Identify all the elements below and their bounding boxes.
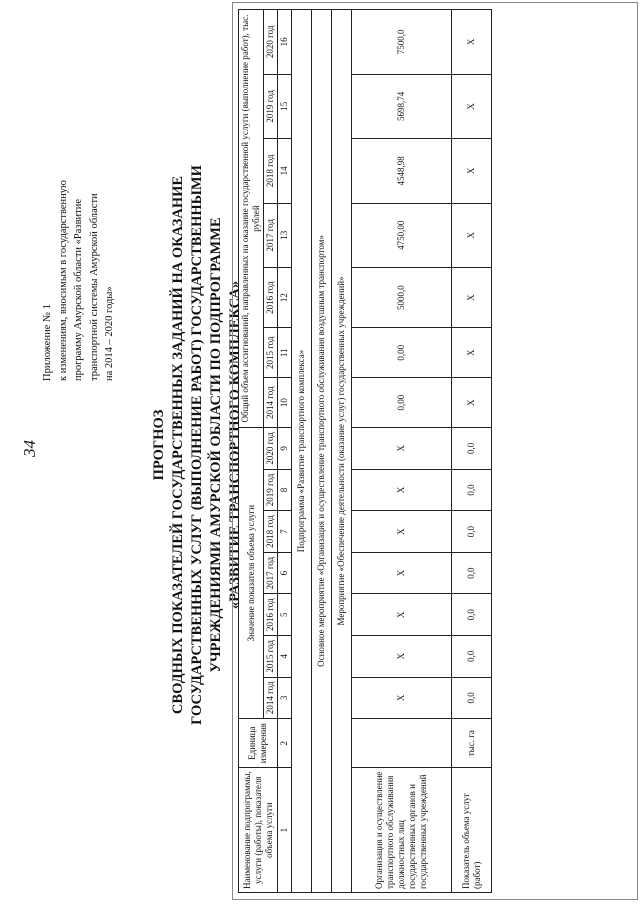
column-number: 13 — [278, 203, 292, 267]
spend-value: X — [452, 328, 492, 378]
column-number: 1 — [278, 768, 292, 893]
header-indicator-group: Значение показателя объема услуги — [239, 428, 264, 719]
heading-line: СВОДНЫХ ПОКАЗАТЕЛЕЙ ГОСУДАРСТВЕННЫХ ЗАДАНИЙ НА ОКАЗАНИЕ — [170, 175, 186, 715]
heading-line: ГОСУДАРСТВЕННЫХ УСЛУГ (ВЫПОЛНЕНИЕ РАБОТ) ГОСУДАРСТВЕННЫМИ — [189, 165, 205, 725]
indicator-value: 0,0 — [452, 428, 492, 470]
column-number: 3 — [278, 677, 292, 719]
indicator-value: X — [352, 677, 452, 719]
indicator-value: 0,0 — [452, 677, 492, 719]
forecast-table-wrapper — [238, 9, 492, 893]
heading-line: УЧРЕЖДЕНИЯМИ АМУРСКОЙ ОБЛАСТИ ПО ПОДПРОГРАММЕ — [208, 217, 224, 673]
header-name: Наименование подпрограммы, услуги (работы), показателя объема услуги — [239, 768, 278, 893]
event-title: Мероприятие «Обеспечение деятельности (оказание услуг) государственных учреждений» — [332, 10, 352, 893]
spend-value: X — [452, 378, 492, 428]
appendix-note — [40, 91, 118, 381]
spend-value: 0,00 — [352, 328, 452, 378]
row-unit — [352, 719, 452, 768]
spend-value: X — [452, 268, 492, 328]
heading-line: «РАЗВИТИЕ ТРАНСПОРТНОГО КОМПЛЕКСА» — [227, 280, 243, 610]
column-number: 7 — [278, 511, 292, 553]
appendix-line: транспортной системы Амурской области — [88, 193, 100, 381]
row-name: Организация и осуществление транспортного обслуживания должностных лиц государственных органов и государственных учреждений — [352, 768, 452, 893]
year-header: 2015 год — [264, 328, 278, 378]
year-header: 2018 год — [264, 139, 278, 203]
heading-line: ПРОГНОЗ — [151, 409, 167, 481]
column-number: 9 — [278, 428, 292, 470]
column-number: 10 — [278, 378, 292, 428]
row-unit: тыс. га — [452, 719, 492, 768]
column-number: 15 — [278, 74, 292, 138]
spend-value: 4750,00 — [352, 203, 452, 267]
year-header: 2019 год — [264, 74, 278, 138]
page-number: 34 — [20, 440, 39, 457]
column-number: 2 — [278, 719, 292, 768]
column-number: 12 — [278, 268, 292, 328]
indicator-value: 0,0 — [452, 552, 492, 594]
column-number: 6 — [278, 552, 292, 594]
header-unit: Единица измерения — [239, 719, 278, 768]
forecast-table — [238, 9, 492, 893]
header-spend-group: Общий объем ассигнований, направленных на оказание государственной услуги (выполнение работ), тыс. рублей — [239, 10, 264, 428]
spend-value: X — [452, 139, 492, 203]
year-header: 2017 год — [264, 203, 278, 267]
header-row — [239, 10, 264, 893]
appendix-line: Приложение № 1 — [42, 304, 53, 381]
table-row — [452, 10, 492, 893]
column-number: 16 — [278, 10, 292, 75]
event-row — [332, 10, 352, 893]
appendix-line: к изменениям, вносимым в государственную — [57, 180, 69, 381]
column-number: 11 — [278, 328, 292, 378]
year-header: 2019 год — [264, 469, 278, 511]
column-number: 14 — [278, 139, 292, 203]
spend-value: 4548,98 — [352, 139, 452, 203]
main-event-row — [312, 10, 332, 893]
spend-value: X — [452, 203, 492, 267]
main-event-title: Основное мероприятие «Организация и осуществление транспортного обслуживания воздушным транспортом» — [312, 10, 332, 893]
appendix-line: программу Амурской области «Развитие — [73, 198, 84, 381]
spend-value: 5000,0 — [352, 268, 452, 328]
year-header: 2014 год — [264, 677, 278, 719]
indicator-value: 0,0 — [452, 594, 492, 636]
indicator-value: 0,0 — [452, 636, 492, 678]
appendix-line: на 2014 – 2020 годы» — [104, 286, 115, 381]
table-row — [352, 10, 452, 893]
column-number: 5 — [278, 594, 292, 636]
indicator-value: X — [352, 594, 452, 636]
year-header: 2017 год — [264, 552, 278, 594]
indicator-value: X — [352, 428, 452, 470]
column-number-row — [278, 10, 292, 893]
spend-value: X — [452, 10, 492, 75]
spend-value: 0,00 — [352, 378, 452, 428]
year-header: 2015 год — [264, 636, 278, 678]
indicator-value: X — [352, 469, 452, 511]
indicator-value: X — [352, 511, 452, 553]
spend-value: X — [452, 74, 492, 138]
column-number: 4 — [278, 636, 292, 678]
year-header: 2014 год — [264, 378, 278, 428]
year-header: 2020 год — [264, 10, 278, 75]
year-header: 2016 год — [264, 268, 278, 328]
spend-value: 5698,74 — [352, 74, 452, 138]
indicator-value: X — [352, 552, 452, 594]
subprogram-title: Подпрограмма «Развитие транспортного комплекса» — [292, 10, 312, 893]
subprogram-row — [292, 10, 312, 893]
indicator-value: X — [352, 636, 452, 678]
year-header: 2020 год — [264, 428, 278, 470]
year-header: 2018 год — [264, 511, 278, 553]
indicator-value: 0,0 — [452, 469, 492, 511]
year-header: 2016 год — [264, 594, 278, 636]
row-name: Показатель объема услуг (работ) — [452, 768, 492, 893]
column-number: 8 — [278, 469, 292, 511]
indicator-value: 0,0 — [452, 511, 492, 553]
document-heading — [150, 165, 245, 725]
spend-value: 7500,0 — [352, 10, 452, 75]
